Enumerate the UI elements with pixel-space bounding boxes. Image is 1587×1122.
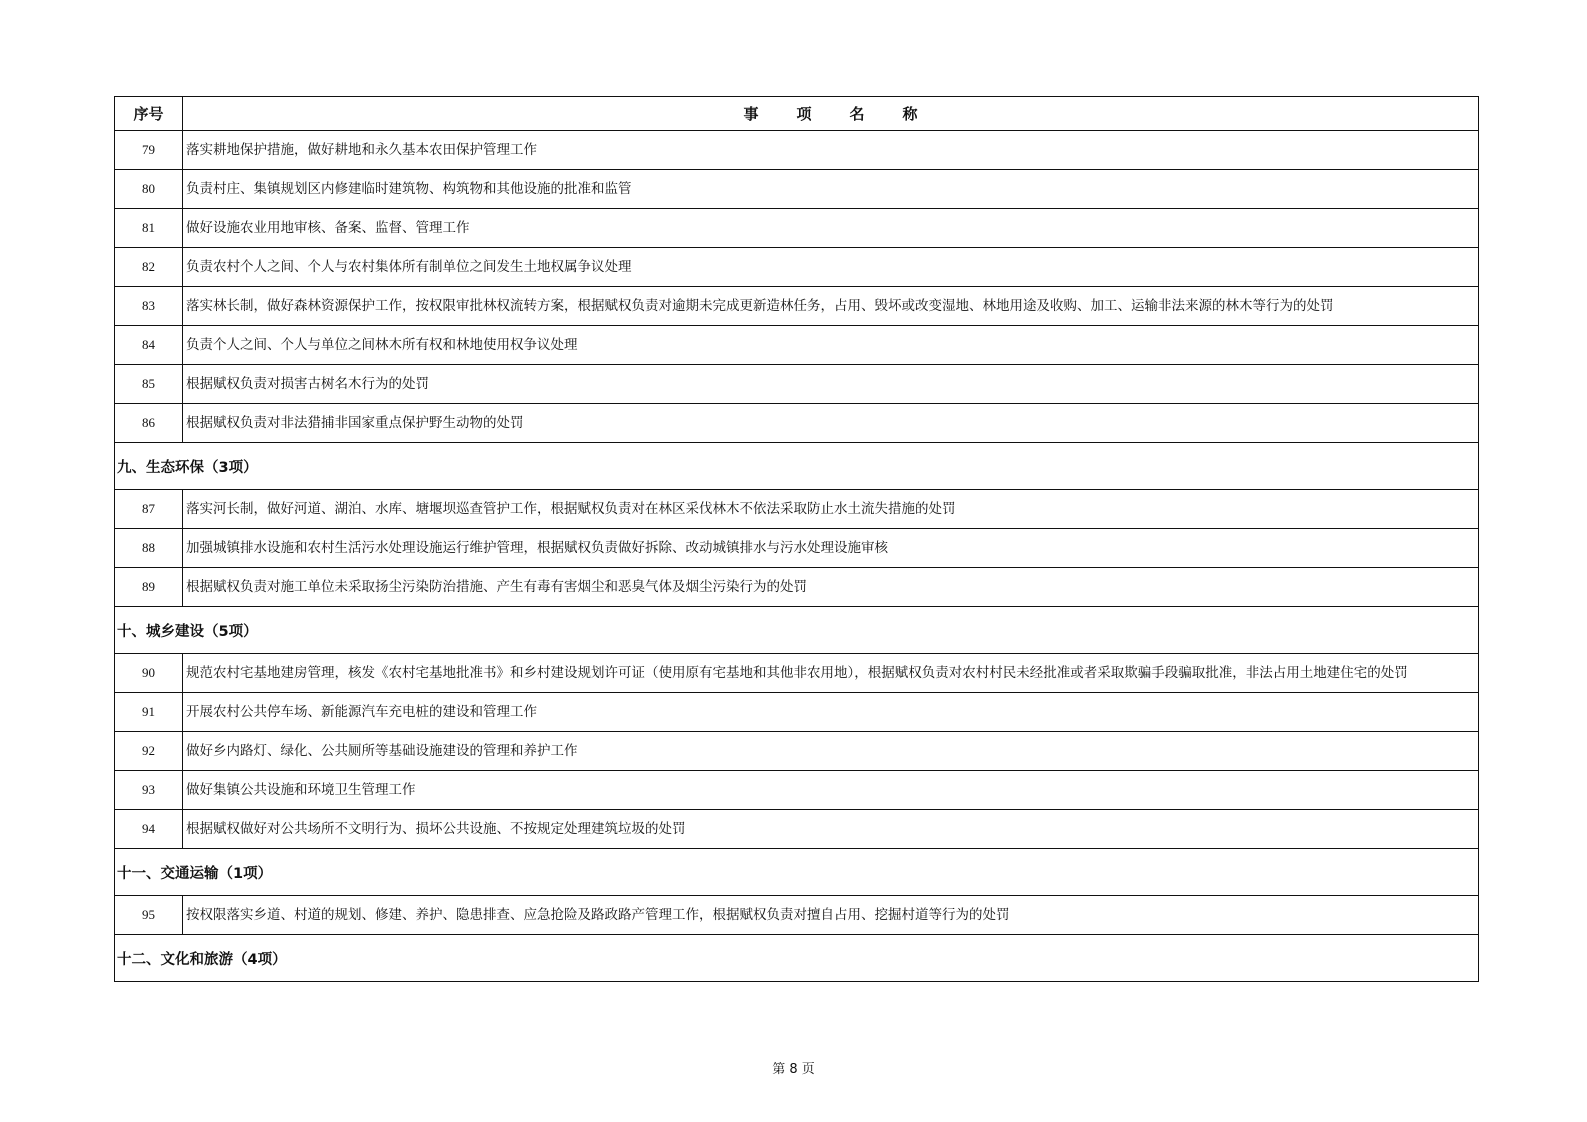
header-item-name: 事项名称	[183, 97, 1479, 131]
item-name-cell: 做好乡内路灯、绿化、公共厕所等基础设施建设的管理和养护工作	[183, 732, 1479, 771]
table-row	[115, 654, 1479, 693]
item-name-cell: 按权限落实乡道、村道的规划、修建、养护、隐患排查、应急抢险及路政路产管理工作，根据赋权负责对擅自占用、挖掘村道等行为的处罚	[183, 896, 1479, 935]
item-name-cell: 落实林长制，做好森林资源保护工作，按权限审批林权流转方案，根据赋权负责对逾期未完成更新造林任务，占用、毁坏或改变湿地、林地用途及收购、加工、运输非法来源的林木等行为的处罚	[183, 287, 1479, 326]
table-row	[115, 365, 1479, 404]
section-heading: 十、城乡建设（5项）	[115, 607, 1479, 654]
item-name-cell: 规范农村宅基地建房管理，核发《农村宅基地批准书》和乡村建设规划许可证（使用原有宅基地和其他非农用地），根据赋权负责对农村村民未经批准或者采取欺骗手段骗取批准，非法占用土地建住宅的处罚	[183, 654, 1479, 693]
table-row	[115, 209, 1479, 248]
section-heading-row	[115, 849, 1479, 896]
item-name-cell: 落实耕地保护措施，做好耕地和永久基本农田保护管理工作	[183, 131, 1479, 170]
item-name-cell: 做好设施农业用地审核、备案、监督、管理工作	[183, 209, 1479, 248]
table-row	[115, 326, 1479, 365]
section-heading: 十二、文化和旅游（4项）	[115, 935, 1479, 982]
serial-number-cell: 82	[115, 248, 183, 287]
serial-number-cell: 92	[115, 732, 183, 771]
serial-number-cell: 90	[115, 654, 183, 693]
serial-number-cell: 88	[115, 529, 183, 568]
section-heading-row	[115, 443, 1479, 490]
serial-number-cell: 89	[115, 568, 183, 607]
table-row	[115, 896, 1479, 935]
matters-table	[114, 96, 1479, 982]
table-row	[115, 248, 1479, 287]
table-row	[115, 404, 1479, 443]
table-header-row	[115, 97, 1479, 131]
table-row	[115, 810, 1479, 849]
page-number: 第 8 页	[772, 1062, 815, 1077]
item-name-cell: 开展农村公共停车场、新能源汽车充电桩的建设和管理工作	[183, 693, 1479, 732]
item-name-cell: 负责个人之间、个人与单位之间林木所有权和林地使用权争议处理	[183, 326, 1479, 365]
table-row	[115, 568, 1479, 607]
serial-number-cell: 95	[115, 896, 183, 935]
table-row	[115, 287, 1479, 326]
serial-number-cell: 85	[115, 365, 183, 404]
table-row	[115, 732, 1479, 771]
item-name-cell: 负责村庄、集镇规划区内修建临时建筑物、构筑物和其他设施的批准和监管	[183, 170, 1479, 209]
item-name-cell: 加强城镇排水设施和农村生活污水处理设施运行维护管理，根据赋权负责做好拆除、改动城镇排水与污水处理设施审核	[183, 529, 1479, 568]
item-name-cell: 根据赋权做好对公共场所不文明行为、损坏公共设施、不按规定处理建筑垃圾的处罚	[183, 810, 1479, 849]
serial-number-cell: 83	[115, 287, 183, 326]
table-row	[115, 490, 1479, 529]
serial-number-cell: 94	[115, 810, 183, 849]
table-body	[115, 131, 1479, 982]
item-name-cell: 做好集镇公共设施和环境卫生管理工作	[183, 771, 1479, 810]
item-name-cell: 根据赋权负责对损害古树名木行为的处罚	[183, 365, 1479, 404]
section-heading-row	[115, 607, 1479, 654]
table-row	[115, 529, 1479, 568]
table-row	[115, 170, 1479, 209]
table-row	[115, 131, 1479, 170]
section-heading: 十一、交通运输（1项）	[115, 849, 1479, 896]
serial-number-cell: 93	[115, 771, 183, 810]
item-name-cell: 根据赋权负责对施工单位未采取扬尘污染防治措施、产生有毒有害烟尘和恶臭气体及烟尘污染行为的处罚	[183, 568, 1479, 607]
header-serial-number: 序号	[115, 97, 183, 131]
item-name-cell: 落实河长制，做好河道、湖泊、水库、塘堰坝巡查管护工作，根据赋权负责对在林区采伐林木不依法采取防止水土流失措施的处罚	[183, 490, 1479, 529]
serial-number-cell: 84	[115, 326, 183, 365]
item-name-cell: 根据赋权负责对非法猎捕非国家重点保护野生动物的处罚	[183, 404, 1479, 443]
serial-number-cell: 87	[115, 490, 183, 529]
table-row	[115, 693, 1479, 732]
table-row	[115, 771, 1479, 810]
serial-number-cell: 80	[115, 170, 183, 209]
item-name-cell: 负责农村个人之间、个人与农村集体所有制单位之间发生土地权属争议处理	[183, 248, 1479, 287]
serial-number-cell: 79	[115, 131, 183, 170]
section-heading-row	[115, 935, 1479, 982]
serial-number-cell: 86	[115, 404, 183, 443]
section-heading: 九、生态环保（3项）	[115, 443, 1479, 490]
serial-number-cell: 81	[115, 209, 183, 248]
serial-number-cell: 91	[115, 693, 183, 732]
